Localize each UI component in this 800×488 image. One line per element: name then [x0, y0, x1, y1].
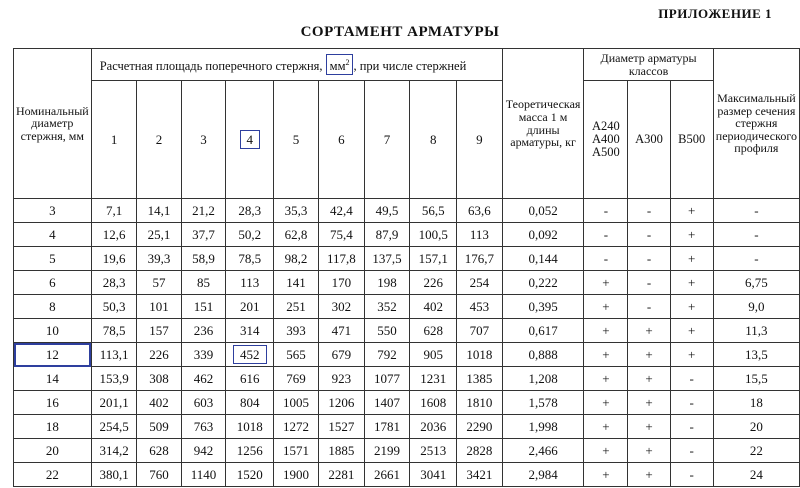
cell-diameter: 20 — [14, 439, 92, 463]
cell-diameter: 18 — [14, 415, 92, 439]
cell-diameter: 16 — [14, 391, 92, 415]
cell-area: 251 — [274, 295, 319, 319]
cell-class-a: + — [584, 343, 628, 367]
cell-area: 42,4 — [319, 199, 365, 223]
cell-area: 1781 — [364, 415, 410, 439]
cell-max-size: - — [713, 247, 799, 271]
cell-area: 308 — [137, 367, 181, 391]
cell-diameter: 4 — [14, 223, 92, 247]
cell-max-size: 9,0 — [713, 295, 799, 319]
class-a500: А500 — [591, 145, 620, 160]
cell-area: 113,1 — [91, 343, 137, 367]
cell-mass: 0,144 — [502, 247, 584, 271]
header-count-4-highlight: 4 — [240, 130, 261, 149]
cell-area: 1018 — [226, 415, 274, 439]
cell-mass: 2,466 — [502, 439, 584, 463]
cell-area: 616 — [226, 367, 274, 391]
header-count-8: 8 — [410, 81, 457, 199]
cell-area: 763 — [181, 415, 226, 439]
cell-diameter: 8 — [14, 295, 92, 319]
cell-class-a300: + — [628, 463, 670, 487]
table-row — [14, 199, 800, 223]
cell-area: 804 — [226, 391, 274, 415]
cell-area: 14,1 — [137, 199, 181, 223]
table-row — [14, 415, 800, 439]
cell-area: 314,2 — [91, 439, 137, 463]
cell-class-a: + — [584, 439, 628, 463]
header-count-4 — [226, 81, 274, 199]
cell-area: 462 — [181, 367, 226, 391]
cell-area: 25,1 — [137, 223, 181, 247]
header-area-unit: $мм^2$ — [326, 54, 354, 75]
cell-area: 37,7 — [181, 223, 226, 247]
cell-area: 85 — [181, 271, 226, 295]
cell-area: 198 — [364, 271, 410, 295]
cell-area: 141 — [274, 271, 319, 295]
cell-area: 78,5 — [226, 247, 274, 271]
table-row — [14, 295, 800, 319]
cell-area: 153,9 — [91, 367, 137, 391]
cell-area: 314 — [226, 319, 274, 343]
cell-area: 21,2 — [181, 199, 226, 223]
cell-area: 2828 — [456, 439, 502, 463]
cell-area: 58,9 — [181, 247, 226, 271]
cell-max-size: 20 — [713, 415, 799, 439]
cell-class-a: + — [584, 391, 628, 415]
cell-diameter: 5 — [14, 247, 92, 271]
cell-max-size: 11,3 — [713, 319, 799, 343]
header-area-prefix: Расчетная площадь поперечного стержня, — [99, 59, 323, 74]
cell-class-b500: - — [670, 463, 713, 487]
cell-area: 254,5 — [91, 415, 137, 439]
cell-class-b500: + — [670, 223, 713, 247]
cell-area: 170 — [319, 271, 365, 295]
header-count-1: 1 — [91, 81, 137, 199]
cell-max-size: 18 — [713, 391, 799, 415]
cell-area: 942 — [181, 439, 226, 463]
cell-area: 1140 — [181, 463, 226, 487]
cell-class-b500: + — [670, 295, 713, 319]
cell-area: 550 — [364, 319, 410, 343]
cell-area: 509 — [137, 415, 181, 439]
cell-class-b500: + — [670, 199, 713, 223]
cell-area: 769 — [274, 367, 319, 391]
cell-area: 75,4 — [319, 223, 365, 247]
cell-area: 3041 — [410, 463, 457, 487]
cell-class-a: - — [584, 199, 628, 223]
cell-class-b500: - — [670, 391, 713, 415]
cell-class-b500: + — [670, 343, 713, 367]
cell-area: 201 — [226, 295, 274, 319]
header-mass: Теоретическая масса 1 м длины арматуры, кг — [502, 49, 584, 199]
cell-class-a: - — [584, 223, 628, 247]
cell-class-a300: - — [628, 247, 670, 271]
cell-area: 39,3 — [137, 247, 181, 271]
cell-max-size: - — [713, 223, 799, 247]
cell-area: 1018 — [456, 343, 502, 367]
cell-class-a300: + — [628, 439, 670, 463]
header-count-3: 3 — [181, 81, 226, 199]
cell-area: 302 — [319, 295, 365, 319]
cell-area: 393 — [274, 319, 319, 343]
cell-area: 760 — [137, 463, 181, 487]
cell-diameter: 3 — [14, 199, 92, 223]
cell-area: 707 — [456, 319, 502, 343]
cell-max-size: 24 — [713, 463, 799, 487]
cell-area: 352 — [364, 295, 410, 319]
cell-class-b500: - — [670, 439, 713, 463]
cell-area: 226 — [410, 271, 457, 295]
cell-class-a: + — [584, 415, 628, 439]
cell-area: 157,1 — [410, 247, 457, 271]
cell-class-b500: + — [670, 319, 713, 343]
cell-area: 453 — [456, 295, 502, 319]
header-count-6: 6 — [319, 81, 365, 199]
cell-class-a: + — [584, 367, 628, 391]
table-row — [14, 319, 800, 343]
cell-area: 2513 — [410, 439, 457, 463]
cell-area: 402 — [137, 391, 181, 415]
cell-area: 923 — [319, 367, 365, 391]
appendix-label: ПРИЛОЖЕНИЕ 1 — [658, 6, 772, 21]
cell-area: 1272 — [274, 415, 319, 439]
table-row — [14, 367, 800, 391]
cell-class-a300: + — [628, 391, 670, 415]
cell-area: 98,2 — [274, 247, 319, 271]
cell-area: 113 — [456, 223, 502, 247]
header-count-9: 9 — [456, 81, 502, 199]
cell-area: 87,9 — [364, 223, 410, 247]
cell-max-size: 15,5 — [713, 367, 799, 391]
cell-max-size: 6,75 — [713, 271, 799, 295]
cell-mass: 0,052 — [502, 199, 584, 223]
cell-class-a300: + — [628, 415, 670, 439]
cell-mass: 1,998 — [502, 415, 584, 439]
header-class-a300: А300 — [628, 81, 670, 199]
cell-area: 7,1 — [91, 199, 137, 223]
table-row — [14, 271, 800, 295]
cell-area: 56,5 — [410, 199, 457, 223]
cell-area: 236 — [181, 319, 226, 343]
cell-diameter: 22 — [14, 463, 92, 487]
cell-class-b500: + — [670, 271, 713, 295]
cell-area: 1407 — [364, 391, 410, 415]
cell-area: 12,6 — [91, 223, 137, 247]
cell-class-a300: - — [628, 271, 670, 295]
cell-area: 402 — [410, 295, 457, 319]
rebar-assortment-table — [13, 48, 800, 487]
cell-area: 35,3 — [274, 199, 319, 223]
cell-area: 2199 — [364, 439, 410, 463]
header-area-group — [91, 49, 502, 81]
cell-mass: 1,208 — [502, 367, 584, 391]
cell-area: 62,8 — [274, 223, 319, 247]
header-class-b500: В500 — [670, 81, 713, 199]
table-row — [14, 391, 800, 415]
cell-area: 57 — [137, 271, 181, 295]
cell-area: 2036 — [410, 415, 457, 439]
header-classes-group: Диаметр арматуры классов — [584, 49, 713, 81]
cell-max-size: - — [713, 199, 799, 223]
cell-area: 628 — [137, 439, 181, 463]
page-title: СОРТАМЕНТ АРМАТУРЫ — [300, 24, 500, 40]
cell-area: 565 — [274, 343, 319, 367]
cell-area: 1005 — [274, 391, 319, 415]
header-area-suffix: , при числе стержней — [353, 59, 467, 74]
cell-area: 201,1 — [91, 391, 137, 415]
cell-mass: 0,222 — [502, 271, 584, 295]
cell-area: 137,5 — [364, 247, 410, 271]
cell-area: 254 — [456, 271, 502, 295]
cell-area: 2290 — [456, 415, 502, 439]
cell-area: 2281 — [319, 463, 365, 487]
header-class-a — [584, 81, 628, 199]
cell-area: 50,3 — [91, 295, 137, 319]
cell-area: 49,5 — [364, 199, 410, 223]
cell-area: 63,6 — [456, 199, 502, 223]
cell-class-a: + — [584, 271, 628, 295]
cell-area: 1231 — [410, 367, 457, 391]
cell-diameter: 10 — [14, 319, 92, 343]
cell-area: 100,5 — [410, 223, 457, 247]
table-body — [14, 199, 800, 487]
cell-class-a300: + — [628, 367, 670, 391]
cell-area: 151 — [181, 295, 226, 319]
header-count-7: 7 — [364, 81, 410, 199]
cell-area-highlight-box: 452 — [233, 345, 267, 364]
table-row — [14, 247, 800, 271]
cell-area: 19,6 — [91, 247, 137, 271]
cell-area: 1571 — [274, 439, 319, 463]
cell-class-b500: - — [670, 415, 713, 439]
cell-class-a: + — [584, 463, 628, 487]
cell-class-a300: - — [628, 199, 670, 223]
cell-area-highlighted — [226, 343, 274, 367]
cell-area: 628 — [410, 319, 457, 343]
header-nominal-diameter: Номинальный диаметр стержня, мм — [14, 49, 92, 199]
cell-area: 28,3 — [226, 199, 274, 223]
cell-area: 2661 — [364, 463, 410, 487]
cell-class-a300: - — [628, 223, 670, 247]
cell-area: 603 — [181, 391, 226, 415]
cell-area: 176,7 — [456, 247, 502, 271]
cell-area: 78,5 — [91, 319, 137, 343]
cell-area: 3421 — [456, 463, 502, 487]
cell-mass: 1,578 — [502, 391, 584, 415]
cell-area: 905 — [410, 343, 457, 367]
cell-mass: 0,617 — [502, 319, 584, 343]
cell-area: 1885 — [319, 439, 365, 463]
class-a400: А400 — [591, 131, 620, 146]
cell-area: 1520 — [226, 463, 274, 487]
cell-mass: 0,092 — [502, 223, 584, 247]
cell-area: 28,3 — [91, 271, 137, 295]
cell-class-b500: + — [670, 247, 713, 271]
cell-area: 117,8 — [319, 247, 365, 271]
class-a240: А240 — [591, 118, 620, 133]
cell-class-a: + — [584, 319, 628, 343]
cell-mass: 0,395 — [502, 295, 584, 319]
cell-area: 1077 — [364, 367, 410, 391]
cell-area: 157 — [137, 319, 181, 343]
table-row — [14, 223, 800, 247]
cell-diameter: 14 — [14, 367, 92, 391]
cell-area: 679 — [319, 343, 365, 367]
table-row — [14, 439, 800, 463]
cell-area: 101 — [137, 295, 181, 319]
cell-max-size: 13,5 — [713, 343, 799, 367]
header-count-2: 2 — [137, 81, 181, 199]
cell-class-a: - — [584, 247, 628, 271]
cell-diameter-highlighted: 12 — [14, 343, 92, 367]
cell-area: 1810 — [456, 391, 502, 415]
cell-class-a: + — [584, 295, 628, 319]
cell-class-a300: + — [628, 319, 670, 343]
header-max-size: Максимальный размер сечения стержня периодического профиля — [713, 49, 799, 199]
table-row — [14, 343, 800, 367]
table-row — [14, 463, 800, 487]
cell-diameter: 6 — [14, 271, 92, 295]
cell-area: 1527 — [319, 415, 365, 439]
cell-area: 50,2 — [226, 223, 274, 247]
header-count-5: 5 — [274, 81, 319, 199]
cell-class-b500: - — [670, 367, 713, 391]
cell-area: 471 — [319, 319, 365, 343]
cell-area: 339 — [181, 343, 226, 367]
cell-area: 792 — [364, 343, 410, 367]
cell-class-a300: - — [628, 295, 670, 319]
cell-max-size: 22 — [713, 439, 799, 463]
cell-class-a300: + — [628, 343, 670, 367]
cell-area: 1608 — [410, 391, 457, 415]
cell-mass: 0,888 — [502, 343, 584, 367]
cell-area: 113 — [226, 271, 274, 295]
cell-area: 1900 — [274, 463, 319, 487]
cell-area: 1206 — [319, 391, 365, 415]
cell-area: 1385 — [456, 367, 502, 391]
cell-mass: 2,984 — [502, 463, 584, 487]
cell-area: 1256 — [226, 439, 274, 463]
cell-area: 226 — [137, 343, 181, 367]
cell-area: 380,1 — [91, 463, 137, 487]
